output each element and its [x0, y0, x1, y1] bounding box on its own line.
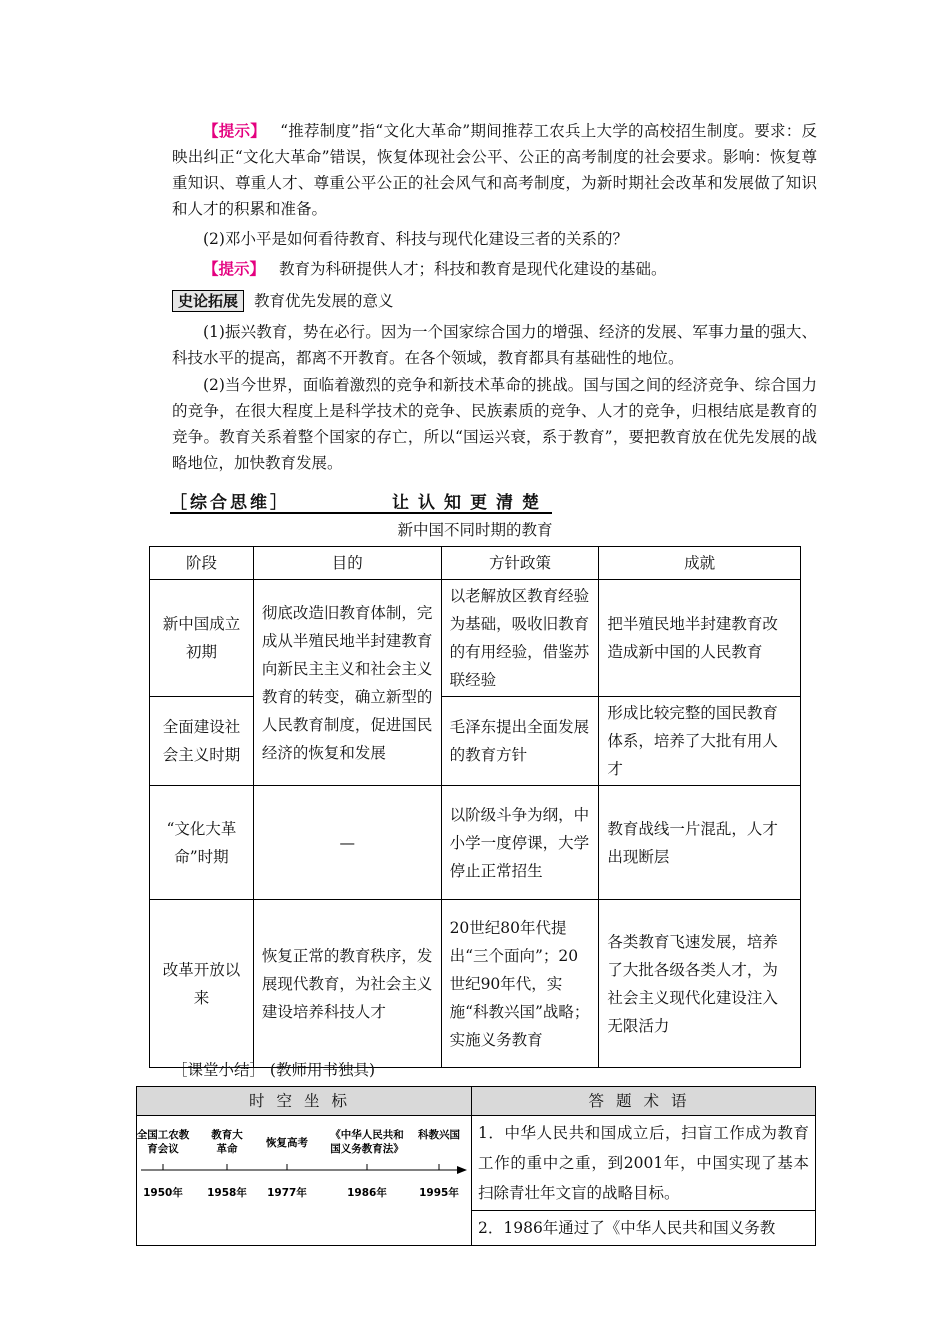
- table-row: [150, 580, 801, 697]
- header-achievement: 成就: [599, 547, 801, 580]
- stage-cell: 新中国成立初期: [150, 580, 254, 697]
- purpose-cell: —: [253, 786, 441, 900]
- answer-item-2: 2．1986年通过了《中华人民共和国义务教: [478, 1219, 776, 1237]
- hint-tag: 【提示】: [203, 259, 266, 278]
- extension-paragraph-2: (2)当今世界，面临着激烈的竞争和新技术革命的挑战。国与国之间的经济竞争、综合国力的竞争，在很大程度上是科学技术的竞争、民族素质的竞争、人才的竞争，归根结底是教育的竞争。教育关系着整个国家的存亡，所以“国运兴衰，系于教育”，要把教育放在优先发展的战略地位，加快教育发展。: [172, 376, 817, 472]
- timeline-arrow-icon: [457, 1166, 467, 1174]
- timeline-year: 1958年: [207, 1187, 247, 1199]
- answer-item-1: 1．中华人民共和国成立后，扫盲工作成为教育工作的重中之重，到2001年，中国实现了基本扫除青壮年文盲的战略目标。: [472, 1116, 815, 1211]
- extension-label: 史论拓展: [172, 290, 244, 312]
- timeline-header: 时空坐标: [137, 1087, 472, 1116]
- achievement-cell: 各类教育飞速发展，培养了大批各级各类人才，为社会主义现代化建设注入无限活力: [599, 900, 801, 1068]
- header-stage: 阶段: [150, 547, 254, 580]
- hint-tag: 【提示】: [203, 121, 267, 140]
- answer-cell: [472, 1116, 816, 1246]
- stage-cell: “文化大革命”时期: [150, 786, 254, 900]
- summary-table: [136, 1086, 816, 1246]
- synthesis-heading: [170, 488, 552, 514]
- timeline-event: 恢复高考: [266, 1137, 308, 1149]
- table-row: [150, 697, 801, 786]
- class-summary: ［课堂小结］ (教师用书独具): [172, 1061, 376, 1079]
- timeline-event: 育会议: [147, 1143, 179, 1155]
- table-caption: 新中国不同时期的教育: [397, 521, 553, 539]
- extension-title: 教育优先发展的意义: [254, 292, 394, 310]
- header-policy: 方针政策: [441, 547, 599, 580]
- question-2: (2)邓小平是如何看待教育、科技与现代化建设三者的关系的？: [203, 230, 628, 248]
- hint-text: “推荐制度”指“文化大革命”期间推荐工农兵上大学的高校招生制度。要求：反映出纠正“文化大革命”错误，恢复体现社会公平、公正的高考制度的社会要求。影响：恢复尊重知识、尊重人才、尊重公平公正的社会风气和高考制度，为新时期社会改革和发展做了知识和人才的积累和准备。: [172, 122, 817, 218]
- policy-cell: 20世纪80年代提出“三个面向”；20世纪90年代，实施“科教兴国”战略；实施义务教育: [441, 900, 599, 1068]
- policy-cell: 以老解放区教育经验为基础，吸收旧教育的有用经验，借鉴苏联经验: [441, 580, 599, 697]
- timeline-event: 革命: [216, 1143, 238, 1155]
- table-row: [150, 900, 801, 1068]
- stage-cell: 改革开放以来: [150, 900, 254, 1068]
- achievement-cell: 形成比较完整的国民教育体系，培养了大批有用人才: [599, 697, 801, 786]
- timeline-cell: [137, 1116, 472, 1246]
- extension-heading: [172, 288, 817, 314]
- purpose-cell: 恢复正常的教育秩序，发展现代教育，为社会主义建设培养科技人才: [253, 900, 441, 1068]
- timeline-event: 科教兴国: [418, 1129, 460, 1141]
- timeline-year: 1986年: [347, 1187, 387, 1199]
- timeline-year: 1977年: [267, 1187, 307, 1199]
- timeline-event: 全国工农教: [137, 1129, 190, 1141]
- timeline-year: 1995年: [419, 1187, 459, 1199]
- education-table: [149, 546, 801, 1068]
- timeline-diagram: [137, 1116, 471, 1218]
- policy-cell: 毛泽东提出全面发展的教育方针: [441, 697, 599, 786]
- timeline-year: 1950年: [143, 1187, 183, 1199]
- timeline-event: 《中华人民共和: [330, 1129, 404, 1141]
- hint-text: 教育为科研提供人才；科技和教育是现代化建设的基础。: [279, 260, 667, 278]
- stage-cell: 全面建设社会主义时期: [150, 697, 254, 786]
- extension-paragraph-1: (1)振兴教育，势在必行。因为一个国家综合国力的增强、经济的发展、军事力量的强大、科技水平的提高，都离不开教育。在各个领域，教育都具有基础性的地位。: [172, 323, 817, 367]
- hint-paragraph-1: [172, 118, 817, 222]
- synthesis-slogan: 让认知更清楚: [392, 493, 548, 513]
- synthesis-label: ［综合思维］: [170, 493, 290, 513]
- timeline-event: 教育大: [211, 1129, 243, 1141]
- timeline-event: 国义务教育法》: [330, 1143, 404, 1155]
- hint-paragraph-2: [172, 256, 817, 282]
- policy-cell: 以阶级斗争为纲，中小学一度停课，大学停止正常招生: [441, 786, 599, 900]
- table-row: [150, 786, 801, 900]
- answer-header: 答题术语: [472, 1087, 816, 1116]
- table-header-row: [150, 547, 801, 580]
- header-purpose: 目的: [253, 547, 441, 580]
- achievement-cell: 教育战线一片混乱，人才出现断层: [599, 786, 801, 900]
- achievement-cell: 把半殖民地半封建教育改造成新中国的人民教育: [599, 580, 801, 697]
- purpose-cell-merged: 彻底改造旧教育体制，完成从半殖民地半封建教育向新民主主义和社会主义教育的转变，确立新型的人民教育制度，促进国民经济的恢复和发展: [253, 580, 441, 786]
